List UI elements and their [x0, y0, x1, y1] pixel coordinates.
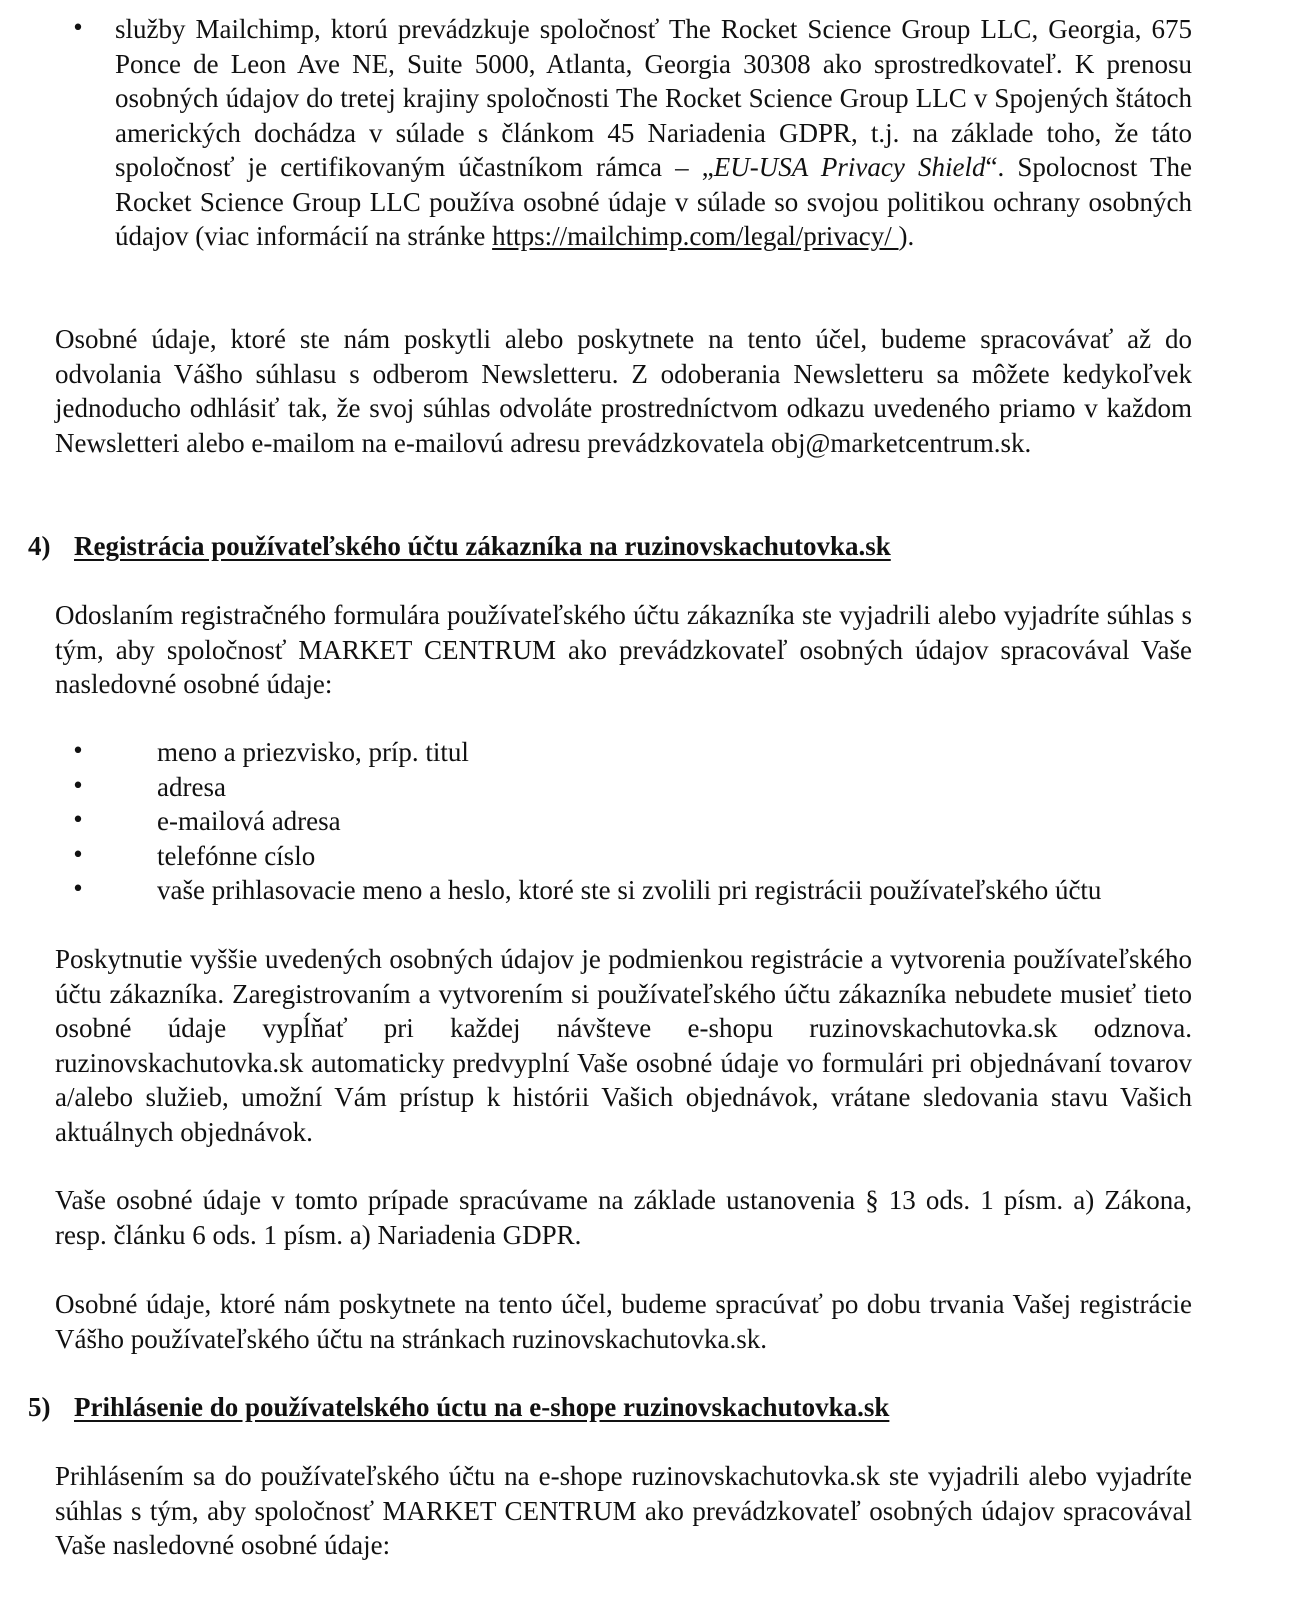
list-item: [0, 770, 1289, 805]
list-item-text: meno a priezvisko, príp. titul: [157, 737, 469, 767]
bullet-icon: •: [71, 877, 85, 902]
section-5-title: Prihlásenie do používatelského úctu na e-shope ruzinovskachutovka.sk: [74, 1392, 890, 1422]
mailchimp-text-middle: “. Spolocnost The Rocket Science Group LLC používa osobné údaje v súlade so svojou politikou ochrany osobných údajov (viac informácií na stránke: [115, 152, 1192, 251]
list-item-text: telefónne císlo: [157, 840, 316, 871]
section-4-intro-paragraph: Odoslaním registračného formulára používateľského účtu zákazníka ste vyjadrili alebo vyjadríte súhlas s tým, aby spoločnosť MARKET CENTRUM ako prevádzkovateľ osobných údajov spracovával Vaše nasledovné osobné údaje:: [55, 600, 1192, 699]
list-item: [0, 735, 1289, 770]
list-item: [0, 839, 1289, 874]
section-4-title: Registrácia používateľského účtu zákazníka na ruzinovskachutovka.sk: [74, 531, 891, 561]
bullet-icon: •: [71, 808, 85, 833]
registration-retention-paragraph: Osobné údaje, ktoré nám poskytnete na tento účel, budeme spracúvať po dobu trvania Vašej registrácie Vášho používateľského účtu na stránkach ruzinovskachutovka.sk.: [55, 1289, 1192, 1354]
list-item-text: vaše prihlasovacie meno a heslo, ktoré ste si zvolili pri registrácii používateľského účtu: [157, 875, 1102, 905]
privacy-shield-italic: EU-USA Privacy Shield: [713, 152, 986, 182]
personal-data-list: [0, 735, 1289, 908]
section-5-intro-paragraph: Prihlásením sa do používateľského účtu na e-shope ruzinovskachutovka.sk ste vyjadrili alebo vyjadríte súhlas s tým, aby spoločnosť MARKET CENTRUM ako prevádzkovateľ osobných údajov spracovával Vaše nasledovné osobné údaje:: [55, 1461, 1192, 1560]
list-item: [0, 804, 1289, 839]
section-4-heading: [28, 529, 1228, 564]
mailchimp-text-end: ).: [898, 221, 915, 251]
list-item-text: e-mailová adresa: [157, 806, 341, 836]
mailchimp-privacy-link[interactable]: https://mailchimp.com/legal/privacy/: [492, 221, 899, 251]
mailchimp-bullet-paragraph: [115, 12, 1192, 254]
legal-basis-paragraph: Vaše osobné údaje v tomto prípade spracúvame na základe ustanovenia § 13 ods. 1 písm. a) Zákona, resp. článku 6 ods. 1 písm. a) Nariadenia GDPR.: [55, 1185, 1192, 1250]
list-item: [0, 873, 1289, 908]
bullet-icon: •: [71, 773, 85, 799]
mailchimp-text-start: služby Mailchimp, ktorú prevádzkuje spoločnosť The Rocket Science Group LLC, Georgia, 675 Ponce de Leon Ave NE, Suite 5000, Atlanta, Georgia 30308 ako sprostredkovateľ. K prenosu osobných údajov do tretej krajiny spoločnosti The Rocket Science Group LLC v Spojených štátoch amerických dochádza v súlade s článkom 45 Nariadenia GDPR, t.j. na základe toho, že táto spoločnosť je certifikovaným účastníkom rámca – „: [115, 14, 1192, 182]
section-4-number: 4): [28, 531, 51, 561]
list-item-text: adresa: [157, 771, 226, 802]
section-5-number: 5): [28, 1392, 51, 1422]
bullet-icon: •: [71, 739, 85, 764]
bullet-icon: •: [71, 16, 85, 41]
section-5-heading: [28, 1390, 1228, 1425]
newsletter-retention-paragraph: Osobné údaje, ktoré ste nám poskytli alebo poskytnete na tento účel, budeme spracovávať až do odvolania Vášho súhlasu s odberom Newsletteru. Z odoberania Newsletteru sa môžete kedykoľvek jednoducho odhlásiť tak, že svoj súhlas odvoláte prostredníctvom odkazu uvedeného priamo v každom Newsletteri alebo e-mailom na e-mailovú adresu prevádzkovatela obj@marketcentrum.sk.: [55, 324, 1192, 458]
registration-condition-paragraph: Poskytnutie vyššie uvedených osobných údajov je podmienkou registrácie a vytvorenia používateľského účtu zákazníka. Zaregistrovaním a vytvorením si používateľského účtu zákazníka nebudete musieť tieto osobné údaje vypĺňať pri každej návšteve e-shopu ruzinovskachutovka.sk odznova. ruzinovskachutovka.sk automaticky predvyplní Vaše osobné údaje vo formulári pri objednávaní tovarov a/alebo služieb, umožní Vám prístup k histórii Vašich objednávok, vrátane sledovania stavu Vašich aktuálnych objednávok.: [55, 944, 1192, 1147]
bullet-icon: •: [71, 842, 85, 868]
